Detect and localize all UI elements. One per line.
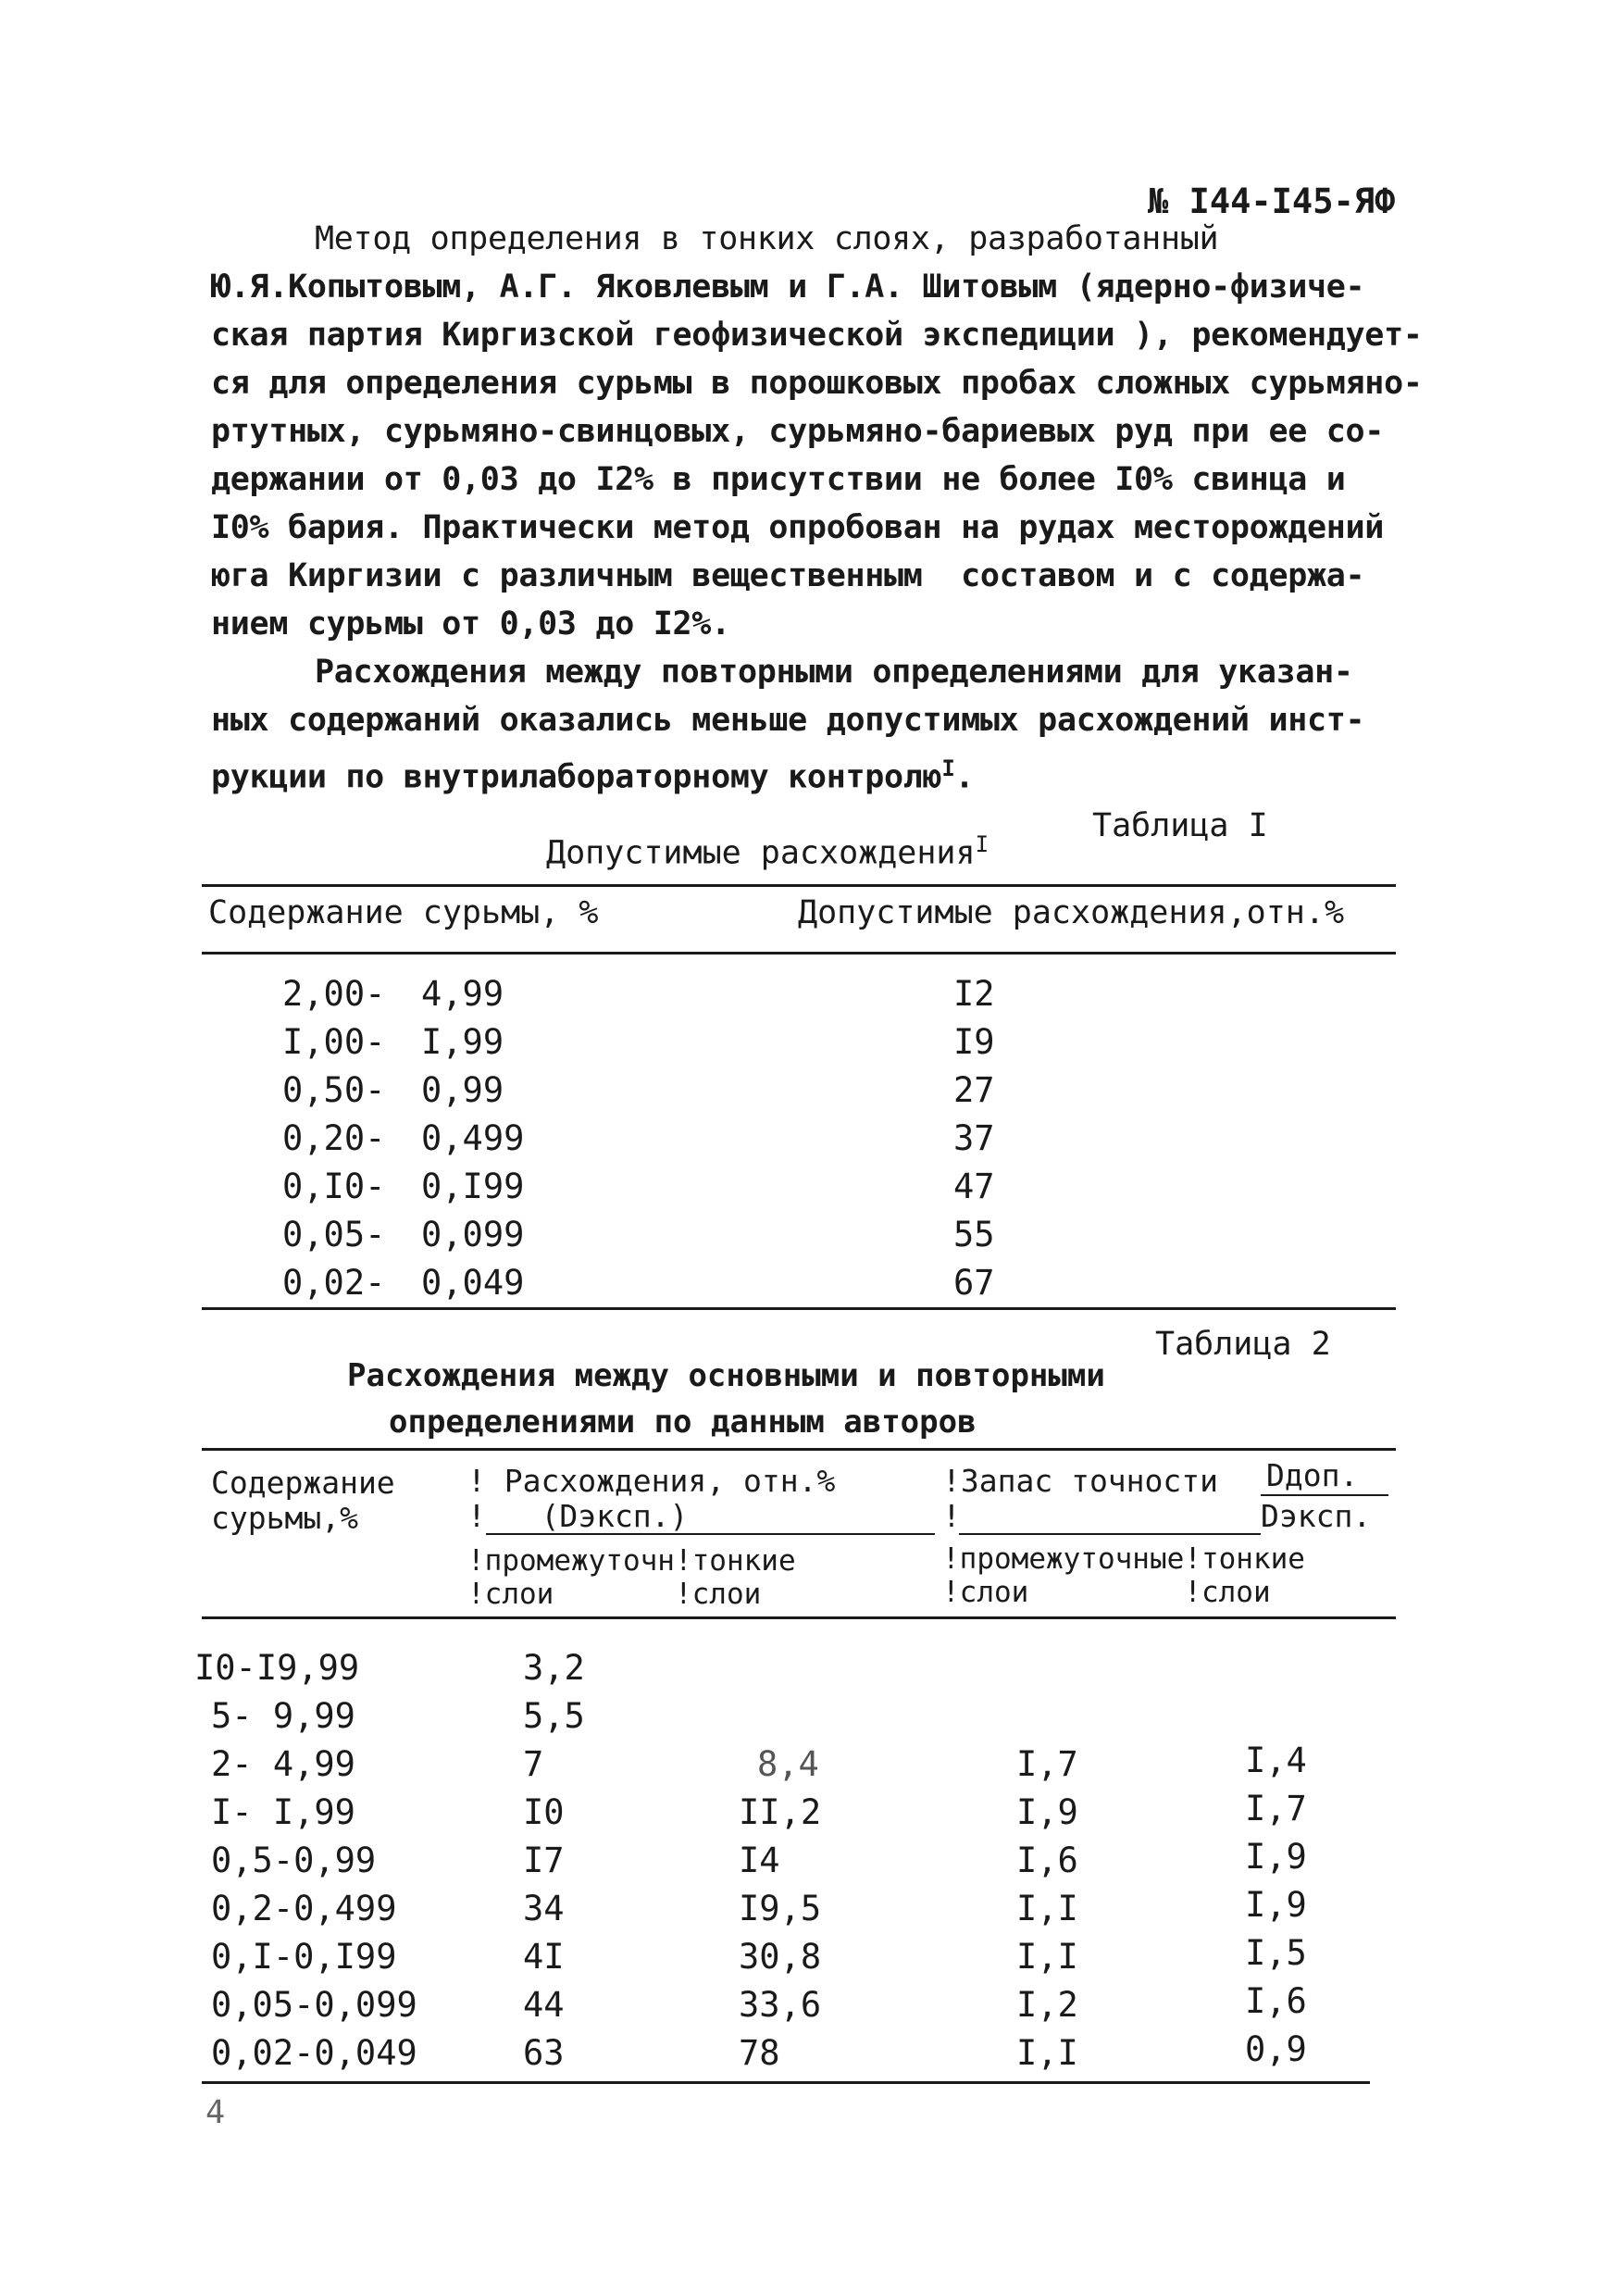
table-rule-top: [202, 1448, 1396, 1451]
paragraph-line: ская партия Киргизской геофизической экспедиции ), рекомендует-: [211, 317, 1423, 354]
table-rule-top: [202, 884, 1396, 887]
cell-disc-intermediate: 7: [523, 1744, 544, 1784]
cell-value: 47: [953, 1167, 995, 1206]
table-label: Таблица 2: [1155, 1326, 1331, 1363]
paragraph-line: держании от 0,03 до I2% в присутствии не более I0% свинца и: [211, 461, 1346, 498]
cell-disc-thin: 30,8: [739, 1937, 822, 1977]
cell-reserve-thin: 0,9: [1245, 2029, 1307, 2069]
cell-disc-intermediate: 3,2: [523, 1648, 585, 1688]
cell-disc-intermediate: 34: [523, 1889, 565, 1928]
cell-disc-thin: I9,5: [739, 1889, 822, 1928]
cell-disc-thin: I4: [739, 1841, 780, 1880]
cell-value: I9: [953, 1022, 995, 1062]
cell-disc-intermediate: 4I: [523, 1937, 565, 1977]
cell-reserve-thin: I,9: [1245, 1885, 1307, 1925]
column-header: !Запас точности: [942, 1463, 1219, 1499]
cell-from: 0,05-: [282, 1215, 386, 1254]
exclamation-mark: !: [942, 1498, 961, 1534]
cell-disc-intermediate: I0: [523, 1792, 565, 1832]
cell-disc-intermediate: I7: [523, 1841, 565, 1880]
cell-to: 0,499: [421, 1118, 525, 1158]
column-header: ! Расхождения, отн.%: [467, 1463, 836, 1499]
cell-disc-thin: II,2: [739, 1792, 822, 1832]
cell-value: 55: [953, 1215, 995, 1254]
paragraph-line: I0% бария. Практически метод опробован на рудах месторождений: [211, 509, 1385, 546]
cell-disc-thin: 8,4: [757, 1744, 819, 1784]
cell-from: 0,I0-: [282, 1167, 386, 1206]
table-rule-header: [202, 952, 1396, 955]
column-header: Содержание сурьмы, %: [208, 894, 599, 931]
cell-to: 0,I99: [421, 1167, 525, 1206]
page-number: 4: [205, 2094, 226, 2131]
paragraph-line: ртутных, сурьмяно-свинцовых, сурьмяно-бариевых руд при ее со-: [211, 413, 1385, 450]
cell-reserve-intermediate: I,7: [1016, 1744, 1078, 1784]
table-label: Таблица I: [1092, 807, 1268, 844]
footnote-marker: I: [941, 755, 955, 781]
cell-value: 27: [953, 1070, 995, 1110]
cell-reserve-thin: I,7: [1245, 1789, 1307, 1828]
paragraph-line: рукции по внутрилабораторному контролю$^I$.: [211, 755, 975, 796]
column-header: Допустимые расхождения,отн.%: [798, 894, 1345, 931]
document-number: № I44-I45-ЯФ: [1148, 181, 1396, 221]
cell-from: 0,02-: [282, 1263, 386, 1303]
cell-to: 0,099: [421, 1215, 525, 1254]
cell-to: I,99: [421, 1022, 504, 1062]
cell-disc-intermediate: 44: [523, 1985, 565, 2025]
paragraph-line: Ю.Я.Копытовым, А.Г. Яковлевым и Г.А. Шитовым (ядерно-физиче-: [211, 268, 1365, 306]
table-title: Допустимые расхождения$^I$: [546, 831, 989, 872]
cell-from: 0,50-: [282, 1070, 386, 1110]
cell-value: I2: [953, 974, 995, 1014]
paragraph-line: Расхождения между повторными определениями для указан-: [315, 654, 1353, 691]
cell-reserve-intermediate: I,9: [1016, 1792, 1078, 1832]
column-header: Содержание: [211, 1465, 395, 1501]
paragraph-line: нием сурьмы от 0,03 до I2%.: [211, 605, 730, 643]
paragraph-line: ных содержаний оказались меньше допустимых расхождений инст-: [211, 702, 1365, 739]
cell-reserve-thin: I,6: [1245, 1981, 1307, 2021]
column-subheader: !слои !слои: [942, 1576, 1271, 1609]
cell-reserve-intermediate: I,I: [1016, 1937, 1078, 1977]
cell-reserve-intermediate: I,I: [1016, 1889, 1078, 1928]
column-subheader: !промежуточные!тонкие: [942, 1542, 1305, 1576]
cell-from: 0,20-: [282, 1118, 386, 1158]
fraction-numerator: Dдоп.: [1266, 1457, 1359, 1493]
cell-reserve-thin: I,5: [1245, 1933, 1307, 1973]
column-header: сурьмы,%: [211, 1500, 358, 1536]
cell-reserve-thin: I,4: [1245, 1741, 1307, 1780]
paragraph-line: Метод определения в тонких слоях, разработанный: [315, 220, 1219, 257]
cell-content: 0,2-0,499: [211, 1889, 397, 1928]
cell-disc-thin: 78: [739, 2033, 780, 2073]
cell-reserve-intermediate: I,6: [1016, 1841, 1078, 1880]
cell-value: 67: [953, 1263, 995, 1303]
cell-disc-intermediate: 63: [523, 2033, 565, 2073]
cell-content: 0,05-0,099: [211, 1985, 417, 2025]
table-rule-bottom: [202, 1307, 1396, 1310]
cell-disc-thin: 33,6: [739, 1985, 822, 2025]
cell-reserve-intermediate: I,2: [1016, 1985, 1078, 2025]
cell-disc-intermediate: 5,5: [523, 1696, 585, 1736]
cell-content: I0-I9,99: [194, 1648, 360, 1688]
table-rule-bottom: [202, 2081, 1370, 2084]
cell-reserve-intermediate: I,I: [1016, 2033, 1078, 2073]
cell-from: 2,00-: [282, 974, 386, 1014]
cell-from: I,00-: [282, 1022, 386, 1062]
cell-content: 0,5-0,99: [211, 1841, 377, 1880]
cell-reserve-thin: I,9: [1245, 1837, 1307, 1877]
cell-content: 5- 9,99: [211, 1696, 355, 1736]
paragraph-line: ся для определения сурьмы в порошковых пробах сложных сурьмяно-: [211, 365, 1423, 402]
cell-to: 4,99: [421, 974, 504, 1014]
header-underline: [959, 1533, 1261, 1535]
cell-content: 0,I-0,I99: [211, 1937, 397, 1977]
cell-content: 0,02-0,049: [211, 2033, 417, 2073]
column-subheader: !промежуточн!тонкие: [467, 1544, 796, 1578]
column-header: ! (Dэксп.): [467, 1498, 689, 1534]
cell-to: 0,99: [421, 1070, 504, 1110]
fraction-bar: [1261, 1494, 1388, 1496]
cell-content: I- I,99: [211, 1792, 355, 1832]
table-title: определениями по данным авторов: [389, 1404, 977, 1441]
table-title: Расхождения между основными и повторными: [347, 1357, 1105, 1394]
cell-value: 37: [953, 1118, 995, 1158]
column-subheader: !слои !слои: [467, 1578, 762, 1611]
cell-content: 2- 4,99: [211, 1744, 355, 1784]
table-rule-header: [202, 1616, 1396, 1619]
cell-to: 0,049: [421, 1263, 525, 1303]
paragraph-line: юга Киргизии с различным вещественным составом и с содержа-: [211, 557, 1365, 594]
header-underline: [486, 1533, 935, 1535]
fraction-denominator: Dэксп.: [1261, 1498, 1372, 1534]
